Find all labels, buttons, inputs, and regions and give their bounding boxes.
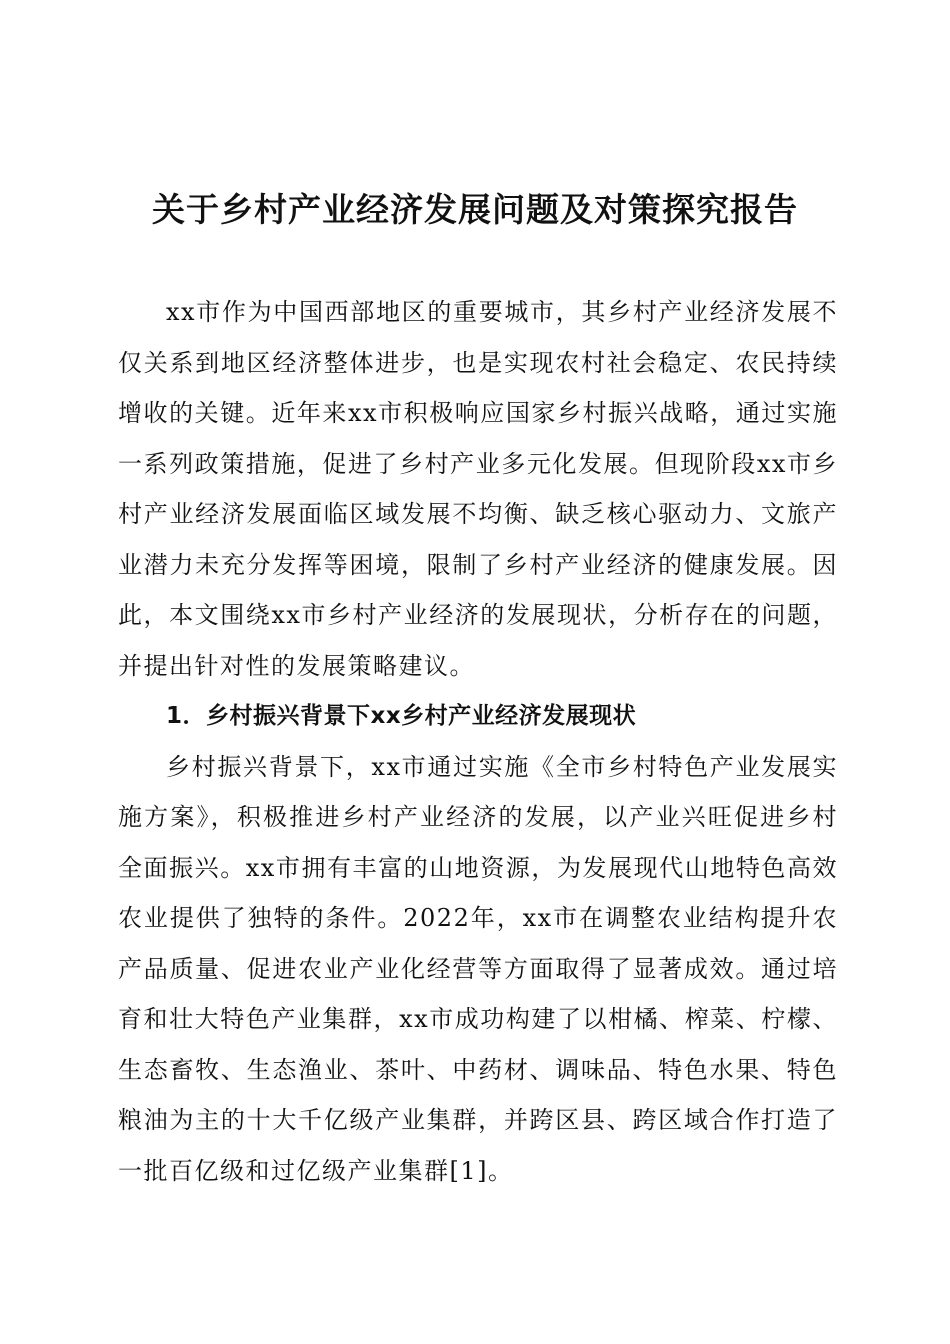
document-title: 关于乡村产业经济发展问题及对策探究报告 — [152, 190, 798, 229]
intro-paragraph: xx市作为中国西部地区的重要城市，其乡村产业经济发展不仅关系到地区经济整体进步，也是实现农村社会稳定、农民持续增收的关键。近年来xx市积极响应国家乡村振兴战略，通过实施一系列政策措施，促进了乡村产业多元化发展。但现阶段xx市乡村产业经济发展面临区域发展不均衡、缺乏核心驱动力、文旅产业潜力未充分发挥等困境，限制了乡村产业经济的健康发展。因此，本文围绕xx市乡村产业经济的发展现状，分析存在的问题，并提出针对性的发展策略建议。 — [118, 298, 838, 680]
section-heading: 1．乡村振兴背景下xx乡村产业经济发展现状 — [166, 703, 637, 729]
document-body — [118, 287, 838, 1196]
section-paragraph: 乡村振兴背景下，xx市通过实施《全市乡村特色产业发展实施方案》，积极推进乡村产业经济的发展，以产业兴旺促进乡村全面振兴。xx市拥有丰富的山地资源，为发展现代山地特色高效农业提供了独特的条件。2022年，xx市在调整农业结构提升农产品质量、促进农业产业化经营等方面取得了显著成效。通过培育和壮大特色产业集群，xx市成功构建了以柑橘、榨菜、柠檬、生态畜牧、生态渔业、茶叶、中药材、调味品、特色水果、特色粮油为主的十大千亿级产业集群，并跨区县、跨区域合作打造了一批百亿级和过亿级产业集群[1]。 — [118, 752, 838, 1185]
